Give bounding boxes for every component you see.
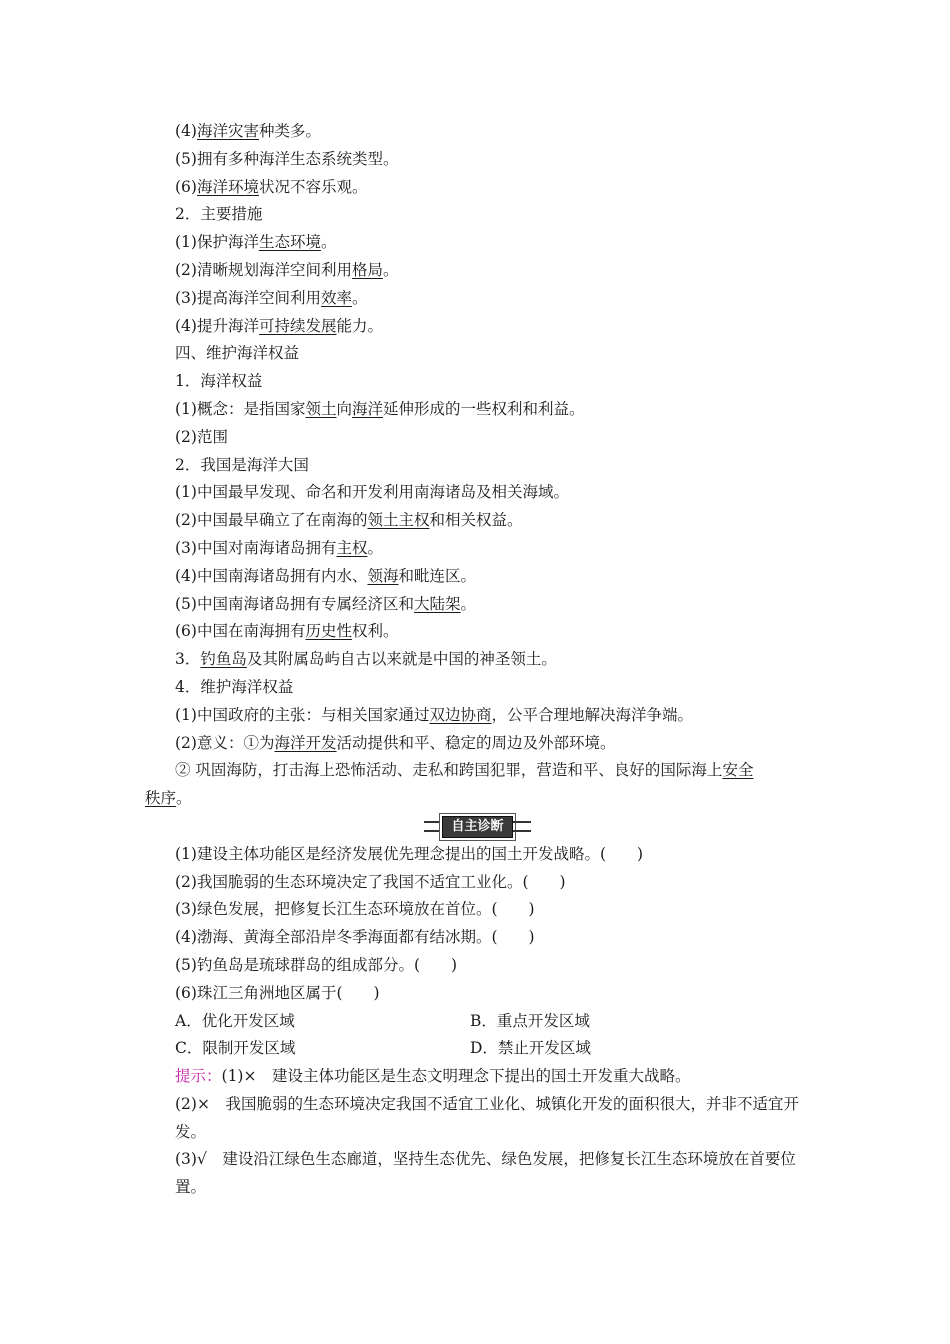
section-decor-right — [513, 821, 531, 832]
option-b: B．重点开发区域 — [470, 1011, 590, 1030]
text-line: (1)概念：是指国家领土向海洋延伸形成的一些权利和利益。 — [175, 399, 585, 418]
text-line: (2)中国最早确立了在南海的领土主权和相关权益。 — [175, 511, 523, 530]
question-item: (6)珠江三角洲地区属于( ) — [175, 983, 380, 1002]
question-item: (2)我国脆弱的生态环境决定了我国不适宜工业化。( ) — [175, 872, 566, 891]
tip-label: 提示： — [175, 1067, 222, 1086]
text-line: (2)意义：①为海洋开发活动提供和平、稳定的周边及外部环境。 — [175, 733, 616, 752]
text-line: (1)中国最早发现、命名和开发利用南海诸岛及相关海域。 — [175, 483, 569, 502]
question-item: (3)绿色发展，把修复长江生态环境放在首位。( ) — [175, 900, 535, 919]
heading: 2．主要措施 — [175, 205, 263, 224]
options-row — [145, 1035, 810, 1063]
question-item: (5)钓鱼岛是琉球群岛的组成部分。( ) — [175, 955, 458, 974]
text-line: (6)海洋环境状况不容乐观。 — [175, 177, 368, 196]
heading: 2．我国是海洋大国 — [175, 455, 309, 474]
text-line: (3)中国对南海诸岛拥有主权。 — [175, 538, 383, 557]
tip-line: (3)√ 建设沿江绿色生态廊道，坚持生态优先、绿色发展，把修复长江生态环境放在首要位置。 — [175, 1150, 796, 1197]
heading: 四、维护海洋权益 — [175, 344, 300, 363]
tip-line: 提示：(1)× 建设主体功能区是生态文明理念下提出的国土开发重大战略。 — [175, 1067, 691, 1086]
text-line: (4)中国南海诸岛拥有内水、领海和毗连区。 — [175, 566, 476, 585]
text-line: (2)清晰规划海洋空间利用格局。 — [175, 260, 399, 279]
text-line: (3)提高海洋空间利用效率。 — [175, 288, 368, 307]
text-line: (4)提升海洋可持续发展能力。 — [175, 316, 383, 335]
text-line: (1)保护海洋生态环境。 — [175, 233, 337, 252]
heading: 1．海洋权益 — [175, 372, 263, 391]
text-line: 3．钓鱼岛及其附属岛屿自古以来就是中国的神圣领土。 — [175, 650, 557, 669]
text-line: 秩序。 — [145, 789, 192, 808]
text-line: (4)海洋灾害种类多。 — [175, 122, 321, 140]
text-line: (2)范围 — [175, 427, 228, 446]
question-item: (1)建设主体功能区是经济发展优先理念提出的国土开发战略。( ) — [175, 844, 644, 863]
option-a: A．优化开发区域 — [175, 1011, 295, 1030]
tip-line: (2)× 我国脆弱的生态环境决定我国不适宜工业化、城镇化开发的面积很大，并非不适宜开发。 — [175, 1094, 799, 1141]
section-decor-left — [424, 821, 442, 832]
document-page — [145, 118, 810, 1202]
text-line: (5)中国南海诸岛拥有专属经济区和大陆架。 — [175, 594, 476, 613]
text-line: ② 巩固海防，打击海上恐怖活动、走私和跨国犯罪，营造和平、良好的国际海上安全 — [175, 761, 754, 780]
section-header — [145, 813, 810, 841]
text-line: (5)拥有多种海洋生态系统类型。 — [175, 149, 399, 168]
text-line: (1)中国政府的主张：与相关国家通过双边协商，公平合理地解决海洋争端。 — [175, 705, 693, 724]
option-c: C．限制开发区域 — [175, 1039, 296, 1058]
text-line: (6)中国在南海拥有历史性权利。 — [175, 622, 399, 641]
heading: 4．维护海洋权益 — [175, 677, 294, 696]
section-title: 自主诊断 — [442, 816, 512, 838]
options-row — [145, 1008, 810, 1036]
option-d: D．禁止开发区域 — [470, 1039, 591, 1058]
question-item: (4)渤海、黄海全部沿岸冬季海面都有结冰期。( ) — [175, 928, 535, 947]
